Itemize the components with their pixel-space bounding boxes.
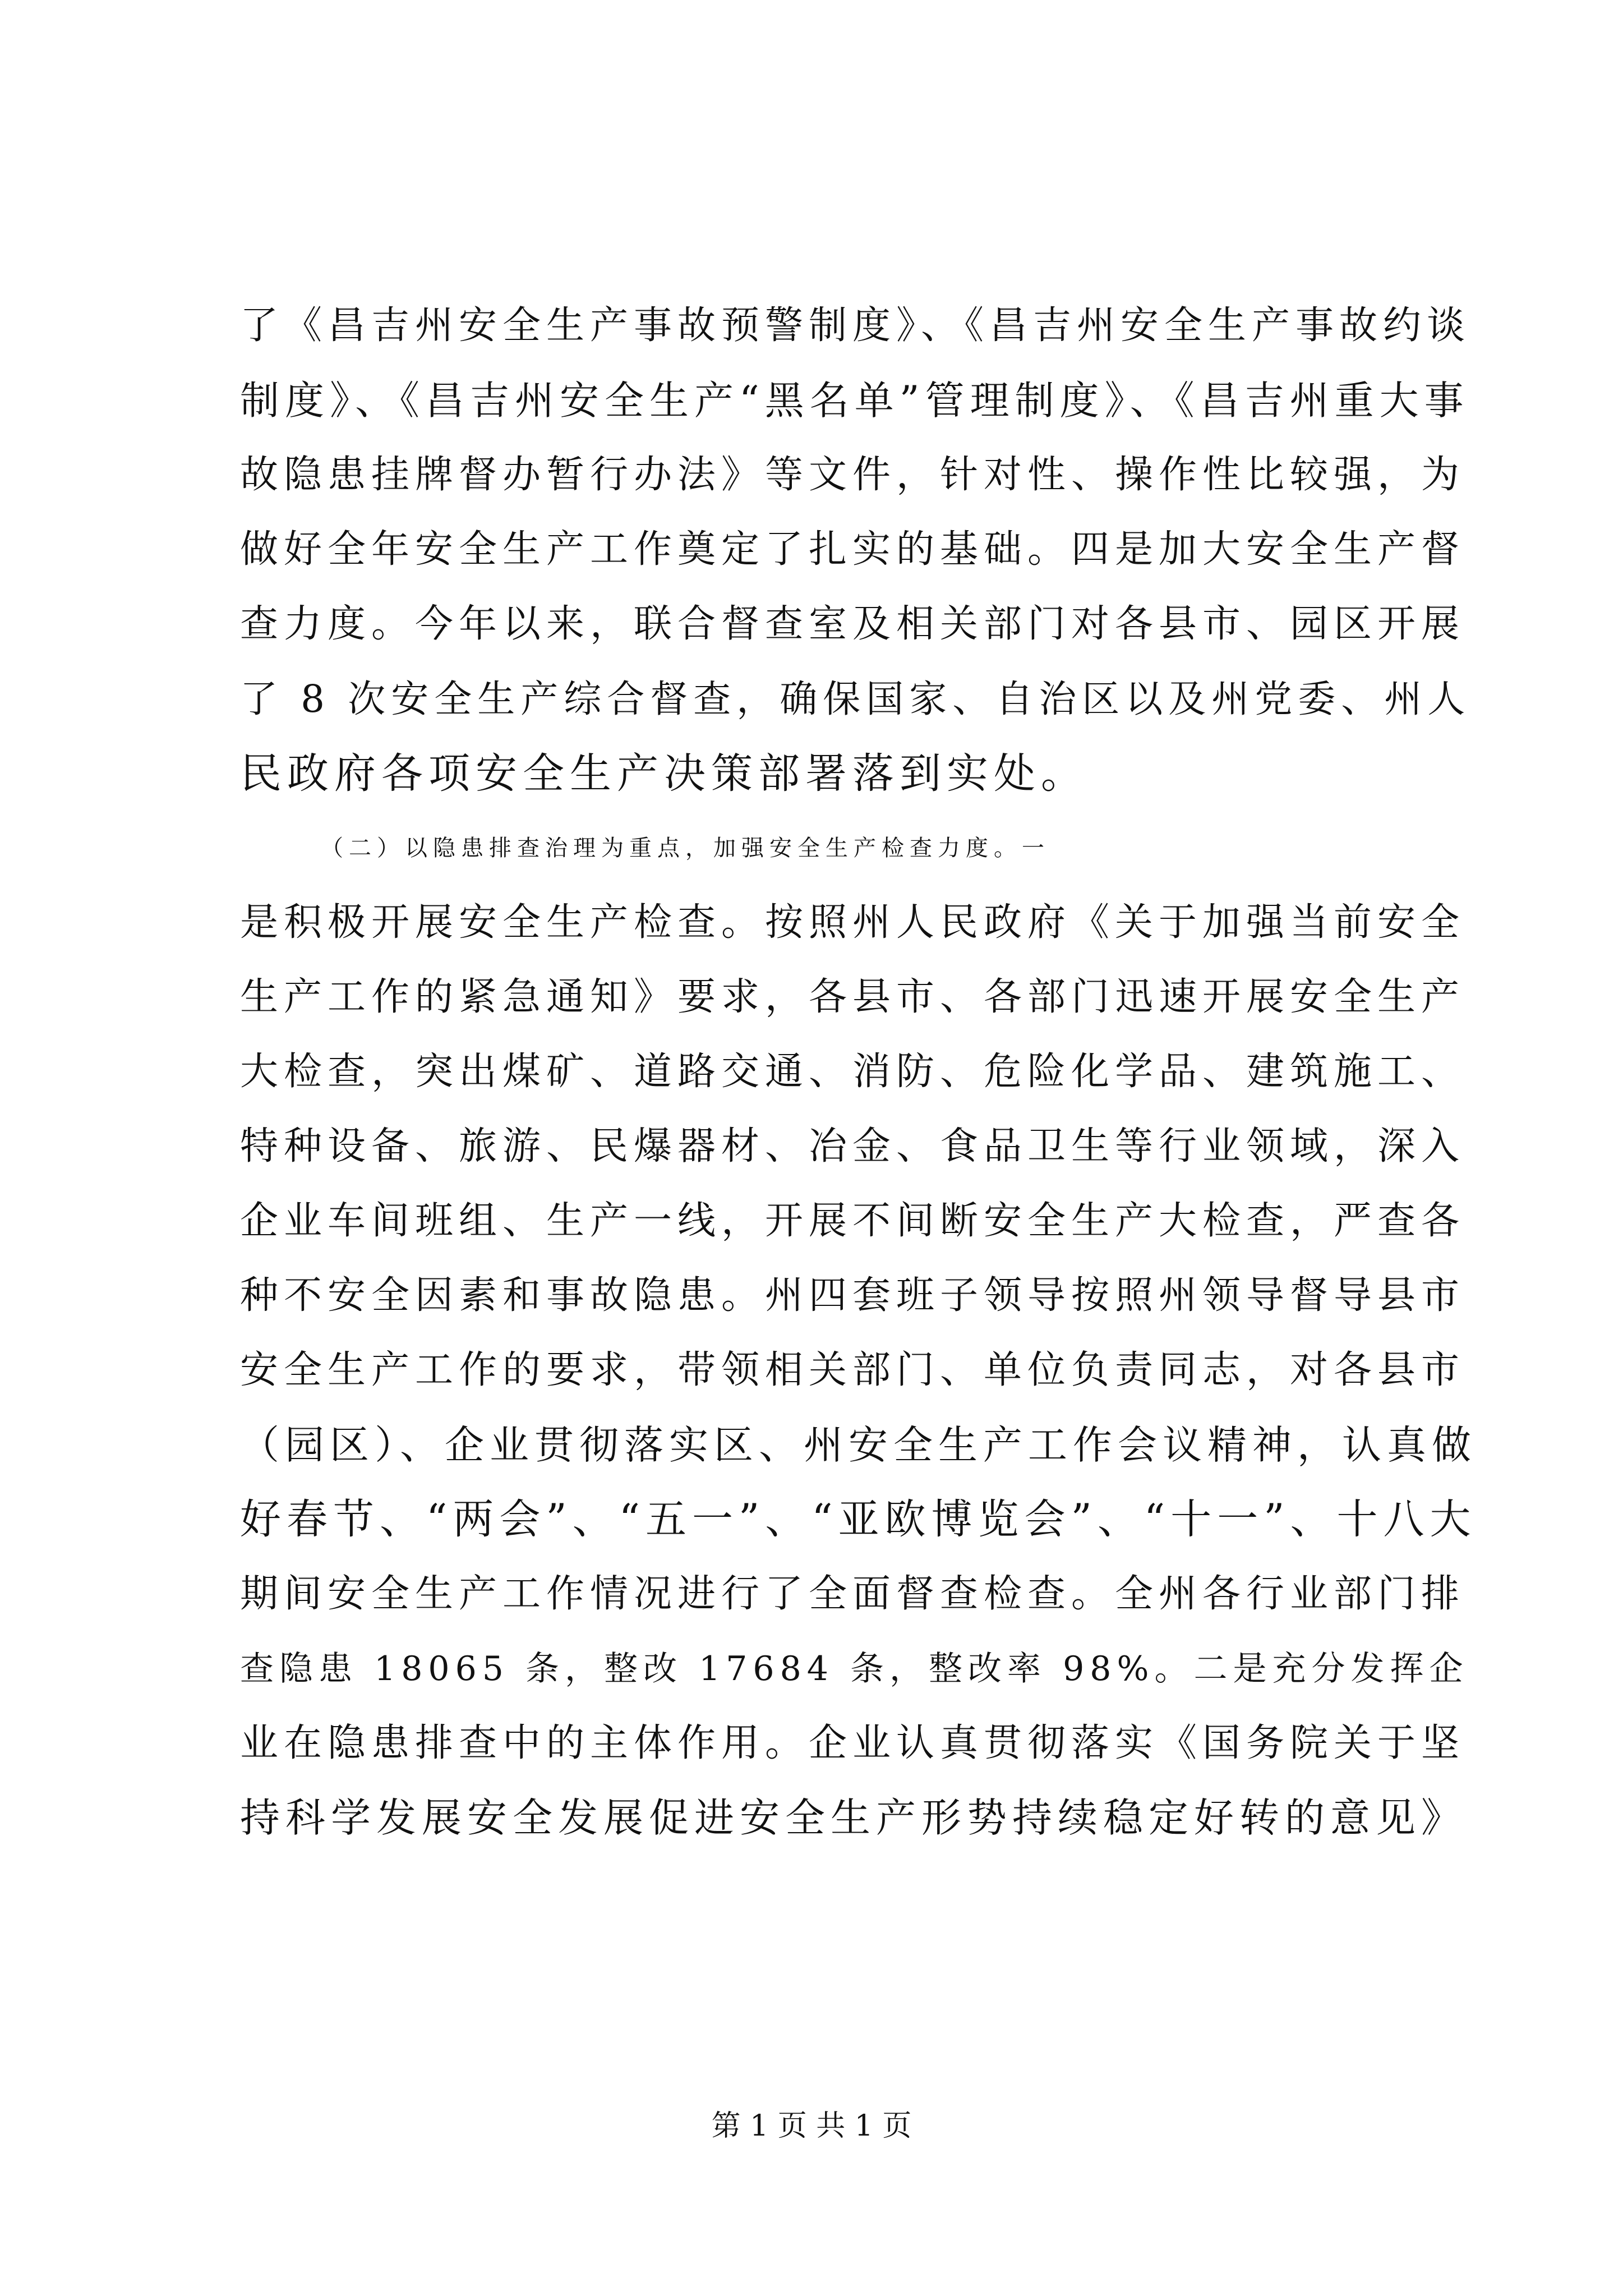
text-line: 了《昌吉州安全生产事故预警制度》、《昌吉州安全生产事故约谈 — [240, 303, 1471, 348]
text-line: 种不安全因素和事故隐患。州四套班子领导按照州领导督导县市 — [240, 1273, 1465, 1318]
text-line: 民政府各项安全生产决策部署落到实处。 — [240, 749, 1088, 798]
text-line: 做好全年安全生产工作奠定了扎实的基础。四是加大安全生产督 — [240, 527, 1465, 572]
text-line: 查力度。今年以来，联合督查室及相关部门对各县市、园区开展 — [240, 602, 1465, 646]
text-line: 好春节、“两会”、“五一”、“亚欧博览会”、“十一”、十八大 — [240, 1496, 1477, 1543]
text-line: 是积极开展安全生产检查。按照州人民政府《关于加强当前安全 — [240, 900, 1465, 945]
text-line: 期间安全生产工作情况进行了全面督查检查。全州各行业部门排 — [240, 1572, 1465, 1616]
text-line: 生产工作的紧急通知》要求，各县市、各部门迅速开展安全生产 — [240, 975, 1465, 1019]
text-line: （园区）、企业贯彻落实区、州安全生产工作会议精神，认真做 — [240, 1422, 1477, 1468]
page-number-footer: 第 1 页 共 1 页 — [711, 2109, 912, 2143]
text-line: 企业车间班组、生产一线，开展不间断安全生产大检查，严查各 — [240, 1199, 1465, 1243]
text-line: 大检查，突出煤矿、道路交通、消防、危险化学品、建筑施工、 — [240, 1050, 1465, 1094]
text-line: 制度》、《昌吉州安全生产“黑名单”管理制度》、《昌吉州重大事 — [240, 378, 1469, 424]
text-line: 故隐患挂牌督办暂行办法》等文件，针对性、操作性比较强，为 — [240, 453, 1465, 497]
text-line: 了 8 次安全生产综合督查，确保国家、自治区以及州党委、州人 — [240, 677, 1471, 721]
text-line: 特种设备、旅游、民爆器材、冶金、食品卫生等行业领域，深入 — [240, 1124, 1465, 1168]
text-line: 安全生产工作的要求，带领相关部门、单位负责同志，对各县市 — [240, 1348, 1465, 1392]
section-heading-line: （二）以隐患排查治理为重点，加强安全生产检查力度。一 — [321, 835, 1050, 861]
text-line: 业在隐患排查中的主体作用。企业认真贯彻落实《国务院关于坚 — [240, 1721, 1465, 1765]
text-line: 持科学发展安全发展促进安全生产形势持续稳定好转的意见》 — [240, 1795, 1467, 1841]
text-line: 查隐患 18065 条，整改 17684 条，整改率 98%。二是充分发挥企 — [240, 1649, 1469, 1688]
